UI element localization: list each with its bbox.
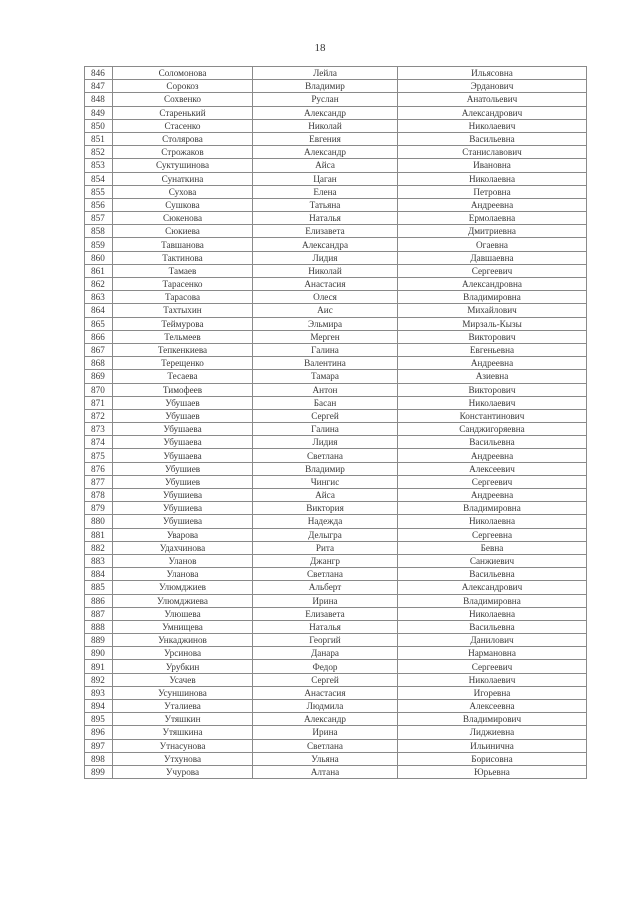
first-name-cell: Джангр [253,554,398,567]
surname-cell: Убушаева [113,436,253,449]
patronymic-cell: Владимирович [398,713,587,726]
row-number: 874 [85,436,113,449]
surname-cell: Уталиева [113,700,253,713]
table-row [85,383,587,396]
surname-cell: Сухова [113,185,253,198]
row-number: 855 [85,185,113,198]
first-name-cell: Анастасия [253,686,398,699]
table-row [85,396,587,409]
first-name-cell: Тамара [253,370,398,383]
patronymic-cell: Андреевна [398,489,587,502]
surname-cell: Уланова [113,568,253,581]
table-row [85,475,587,488]
table-row [85,726,587,739]
surname-cell: Тактинова [113,251,253,264]
row-number: 859 [85,238,113,251]
row-number: 866 [85,330,113,343]
surname-cell: Усуншинова [113,686,253,699]
first-name-cell: Лейла [253,67,398,80]
patronymic-cell: Владимировна [398,594,587,607]
first-name-cell: Аис [253,304,398,317]
surname-cell: Убушиева [113,515,253,528]
surname-cell: Стасенко [113,119,253,132]
table-row [85,67,587,80]
first-name-cell: Айса [253,159,398,172]
surname-cell: Утяшкина [113,726,253,739]
surname-cell: Улюмджиева [113,594,253,607]
first-name-cell: Людмила [253,700,398,713]
surname-cell: Учурова [113,765,253,778]
first-name-cell: Евгения [253,132,398,145]
table-row [85,634,587,647]
patronymic-cell: Сергеевна [398,528,587,541]
first-name-cell: Чингис [253,475,398,488]
patronymic-cell: Ивановна [398,159,587,172]
first-name-cell: Ирина [253,726,398,739]
surname-cell: Тахтыхин [113,304,253,317]
patronymic-cell: Николаевна [398,607,587,620]
first-name-cell: Светлана [253,568,398,581]
first-name-cell: Лидия [253,251,398,264]
row-number: 870 [85,383,113,396]
surname-cell: Утхунова [113,752,253,765]
first-name-cell: Олеся [253,291,398,304]
table-row [85,330,587,343]
row-number: 882 [85,541,113,554]
surname-cell: Умнищева [113,620,253,633]
row-number: 854 [85,172,113,185]
patronymic-cell: Васильевна [398,568,587,581]
surname-cell: Сюкиева [113,225,253,238]
surname-cell: Улюшева [113,607,253,620]
patronymic-cell: Ильинична [398,739,587,752]
surname-cell: Уланов [113,554,253,567]
row-number: 883 [85,554,113,567]
table-row [85,489,587,502]
table-row [85,251,587,264]
surname-cell: Убушиева [113,489,253,502]
patronymic-cell: Александрович [398,581,587,594]
surname-cell: Терещенко [113,357,253,370]
table-row [85,568,587,581]
table-row [85,673,587,686]
patronymic-cell: Викторович [398,383,587,396]
table-row [85,739,587,752]
patronymic-cell: Юрьевна [398,765,587,778]
patronymic-cell: Константинович [398,409,587,422]
surname-cell: Убушаева [113,423,253,436]
patronymic-cell: Анатольевич [398,93,587,106]
table-row [85,449,587,462]
row-number: 869 [85,370,113,383]
table-row [85,686,587,699]
table-row [85,409,587,422]
patronymic-cell: Николаевич [398,119,587,132]
patronymic-cell: Владимировна [398,291,587,304]
surname-cell: Тарасенко [113,278,253,291]
surname-cell: Сохвенко [113,93,253,106]
row-number: 898 [85,752,113,765]
row-number: 876 [85,462,113,475]
surname-cell: Утяшкин [113,713,253,726]
patronymic-cell: Азиевна [398,370,587,383]
surname-cell: Тесаева [113,370,253,383]
first-name-cell: Елена [253,185,398,198]
table-row [85,198,587,211]
surname-cell: Тавшанова [113,238,253,251]
first-name-cell: Цаган [253,172,398,185]
patronymic-cell: Андреевна [398,357,587,370]
patronymic-cell: Владимировна [398,502,587,515]
surname-cell: Убушаев [113,409,253,422]
table-row [85,700,587,713]
row-number: 851 [85,132,113,145]
surname-cell: Удахчинова [113,541,253,554]
row-number: 853 [85,159,113,172]
table-row [85,264,587,277]
row-number: 863 [85,291,113,304]
surname-cell: Суктушинова [113,159,253,172]
surname-cell: Убушаев [113,396,253,409]
patronymic-cell: Петровна [398,185,587,198]
table-row [85,752,587,765]
first-name-cell: Николай [253,119,398,132]
first-name-cell: Ирина [253,594,398,607]
first-name-cell: Рита [253,541,398,554]
table-row [85,502,587,515]
first-name-cell: Антон [253,383,398,396]
first-name-cell: Светлана [253,739,398,752]
first-name-cell: Валентина [253,357,398,370]
table-row [85,291,587,304]
first-name-cell: Наталья [253,620,398,633]
row-number: 860 [85,251,113,264]
patronymic-cell: Давшаевна [398,251,587,264]
table-row [85,317,587,330]
row-number: 873 [85,423,113,436]
patronymic-cell: Николаевна [398,172,587,185]
surname-cell: Сорокоз [113,80,253,93]
first-name-cell: Надежда [253,515,398,528]
table-row [85,423,587,436]
surname-cell: Ункаджинов [113,634,253,647]
patronymic-cell: Сергеевич [398,660,587,673]
patronymic-cell: Васильевна [398,436,587,449]
patronymic-cell: Васильевна [398,620,587,633]
surname-cell: Убушиева [113,502,253,515]
table-row [85,713,587,726]
surname-cell: Уварова [113,528,253,541]
first-name-cell: Галина [253,343,398,356]
row-number: 877 [85,475,113,488]
table-row [85,647,587,660]
table-row [85,462,587,475]
first-name-cell: Елизавета [253,225,398,238]
row-number: 846 [85,67,113,80]
surname-cell: Улюмджиев [113,581,253,594]
row-number: 861 [85,264,113,277]
table-row [85,106,587,119]
first-name-cell: Татьяна [253,198,398,211]
table-row [85,660,587,673]
first-name-cell: Федор [253,660,398,673]
surname-cell: Тамаев [113,264,253,277]
surname-cell: Теймурова [113,317,253,330]
table-row [85,238,587,251]
row-number: 847 [85,80,113,93]
row-number: 892 [85,673,113,686]
surname-cell: Сушкова [113,198,253,211]
table-row [85,607,587,620]
surname-cell: Строжаков [113,146,253,159]
surname-cell: Соломонова [113,67,253,80]
first-name-cell: Сергей [253,673,398,686]
first-name-cell: Сергей [253,409,398,422]
first-name-cell: Георгий [253,634,398,647]
table-row [85,185,587,198]
patronymic-cell: Николаевна [398,515,587,528]
first-name-cell: Мерген [253,330,398,343]
table-row [85,357,587,370]
surname-cell: Убушиев [113,462,253,475]
first-name-cell: Владимир [253,462,398,475]
first-name-cell: Николай [253,264,398,277]
patronymic-cell: Игоревна [398,686,587,699]
patronymic-cell: Александрович [398,106,587,119]
row-number: 897 [85,739,113,752]
row-number: 850 [85,119,113,132]
row-number: 899 [85,765,113,778]
table-row [85,172,587,185]
row-number: 878 [85,489,113,502]
table-row [85,278,587,291]
row-number: 881 [85,528,113,541]
surname-cell: Сунаткина [113,172,253,185]
surname-cell: Утнасунова [113,739,253,752]
table-row [85,225,587,238]
first-name-cell: Наталья [253,212,398,225]
table-row [85,370,587,383]
first-name-cell: Владимир [253,80,398,93]
surname-cell: Тельмеев [113,330,253,343]
row-number: 895 [85,713,113,726]
table-row [85,212,587,225]
patronymic-cell: Мирзаль-Кызы [398,317,587,330]
row-number: 890 [85,647,113,660]
patronymic-cell: Ермолаевна [398,212,587,225]
row-number: 848 [85,93,113,106]
row-number: 894 [85,700,113,713]
first-name-cell: Александр [253,106,398,119]
table-row [85,620,587,633]
first-name-cell: Галина [253,423,398,436]
row-number: 867 [85,343,113,356]
table-row [85,554,587,567]
row-number: 868 [85,357,113,370]
first-name-cell: Виктория [253,502,398,515]
row-number: 893 [85,686,113,699]
first-name-cell: Александр [253,713,398,726]
table-row [85,132,587,145]
row-number: 891 [85,660,113,673]
table-row [85,515,587,528]
patronymic-cell: Нармановна [398,647,587,660]
patronymic-cell: Васильевна [398,132,587,145]
table-row [85,436,587,449]
row-number: 880 [85,515,113,528]
row-number: 885 [85,581,113,594]
patronymic-cell: Алексеевич [398,462,587,475]
first-name-cell: Эльмира [253,317,398,330]
first-name-cell: Делыгра [253,528,398,541]
row-number: 887 [85,607,113,620]
row-number: 849 [85,106,113,119]
patronymic-cell: Викторович [398,330,587,343]
patronymic-cell: Данилович [398,634,587,647]
surname-cell: Убушиев [113,475,253,488]
table-row [85,541,587,554]
table-row [85,93,587,106]
row-number: 872 [85,409,113,422]
table-row [85,594,587,607]
patronymic-cell: Борисовна [398,752,587,765]
patronymic-cell: Николаевич [398,396,587,409]
patronymic-cell: Бевна [398,541,587,554]
patronymic-cell: Санжиевич [398,554,587,567]
row-number: 888 [85,620,113,633]
surname-cell: Урсинова [113,647,253,660]
row-number: 889 [85,634,113,647]
patronymic-cell: Александровна [398,278,587,291]
patronymic-cell: Андреевна [398,198,587,211]
surname-cell: Тарасова [113,291,253,304]
patronymic-cell: Лиджиевна [398,726,587,739]
row-number: 871 [85,396,113,409]
first-name-cell: Айса [253,489,398,502]
surname-cell: Столярова [113,132,253,145]
patronymic-cell: Санджигоряевна [398,423,587,436]
patronymic-cell: Андреевна [398,449,587,462]
table-row [85,119,587,132]
first-name-cell: Светлана [253,449,398,462]
first-name-cell: Александра [253,238,398,251]
patronymic-cell: Ильясовна [398,67,587,80]
table-row [85,581,587,594]
row-number: 875 [85,449,113,462]
table-row [85,304,587,317]
surname-cell: Тимофеев [113,383,253,396]
roster-body [85,67,587,779]
table-row [85,765,587,778]
patronymic-cell: Дмитриевна [398,225,587,238]
patronymic-cell: Николаевич [398,673,587,686]
row-number: 857 [85,212,113,225]
patronymic-cell: Огаевна [398,238,587,251]
patronymic-cell: Эрданович [398,80,587,93]
surname-cell: Урубкин [113,660,253,673]
patronymic-cell: Станиславович [398,146,587,159]
roster-table [84,66,587,779]
row-number: 886 [85,594,113,607]
row-number: 858 [85,225,113,238]
patronymic-cell: Сергеевич [398,475,587,488]
first-name-cell: Руслан [253,93,398,106]
table-row [85,159,587,172]
patronymic-cell: Евгеньевна [398,343,587,356]
row-number: 879 [85,502,113,515]
first-name-cell: Лидия [253,436,398,449]
row-number: 856 [85,198,113,211]
row-number: 852 [85,146,113,159]
patronymic-cell: Михайлович [398,304,587,317]
surname-cell: Тепкенкиева [113,343,253,356]
patronymic-cell: Алексеевна [398,700,587,713]
row-number: 896 [85,726,113,739]
first-name-cell: Басан [253,396,398,409]
row-number: 865 [85,317,113,330]
row-number: 884 [85,568,113,581]
first-name-cell: Елизавета [253,607,398,620]
patronymic-cell: Сергеевич [398,264,587,277]
first-name-cell: Анастасия [253,278,398,291]
table-row [85,528,587,541]
surname-cell: Убушаева [113,449,253,462]
row-number: 862 [85,278,113,291]
surname-cell: Усачев [113,673,253,686]
table-row [85,343,587,356]
table-row [85,80,587,93]
first-name-cell: Алтана [253,765,398,778]
first-name-cell: Александр [253,146,398,159]
surname-cell: Сюкенова [113,212,253,225]
first-name-cell: Данара [253,647,398,660]
first-name-cell: Альберт [253,581,398,594]
first-name-cell: Ульяна [253,752,398,765]
surname-cell: Старенький [113,106,253,119]
page-number: 18 [314,42,326,54]
row-number: 864 [85,304,113,317]
table-row [85,146,587,159]
